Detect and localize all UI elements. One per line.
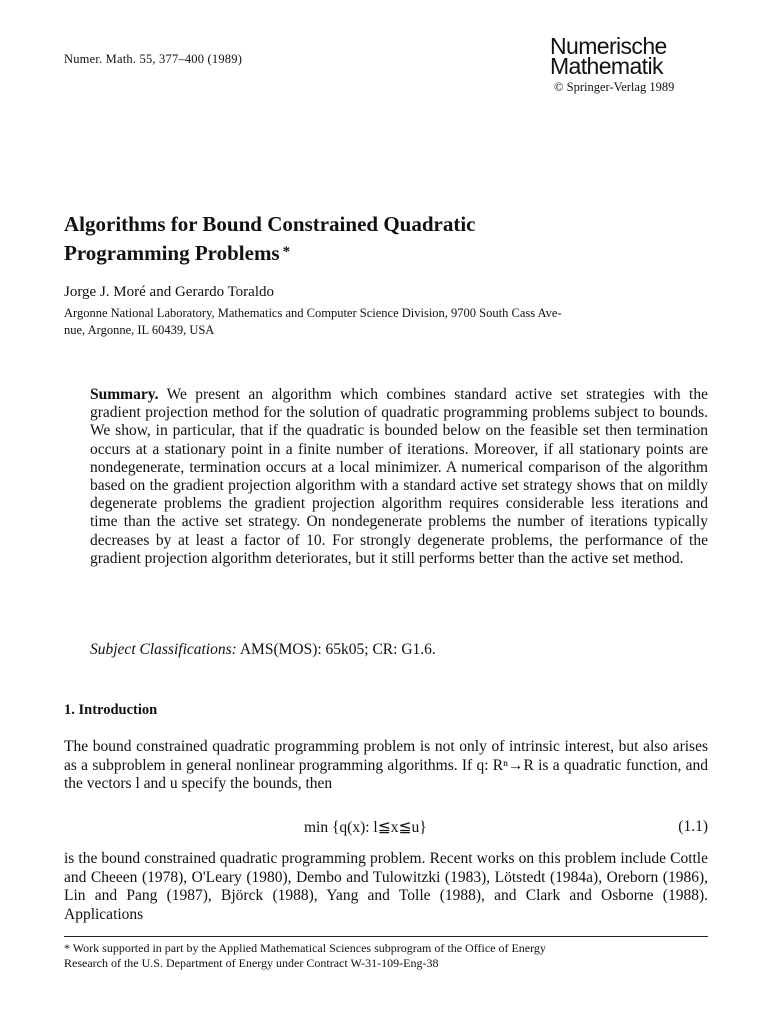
footnote-divider <box>64 936 708 937</box>
equation-number: (1.1) <box>678 818 708 835</box>
author-list: Jorge J. Moré and Gerardo Toraldo <box>64 284 275 300</box>
body-paragraph: is the bound constrained quadratic programming problem. Recent works on this problem include Cottle and Cheeen (1978), O'Leary (1980), Dembo and Tulowitzki (1983), Lötstedt (1984a), Oreborn (1986), Lin and Pang (1987), Björck (1988), Yang and Tolle (1988), and Clark and Osborne (1988). Applications <box>64 850 708 923</box>
publisher-copyright: © Springer-Verlag 1989 <box>554 80 675 94</box>
abstract <box>90 386 708 568</box>
subject-label: Subject Classifications: <box>90 641 237 658</box>
title-line2-text: Programming Problems <box>64 241 280 265</box>
abstract-text: We present an algorithm which combines standard active set strategies with the gradient projection method for the solution of quadratic programming problems subject to bounds. We show, in particular, that if the quadratic is bounded below on the feasible set then termination occurs at a stationary point in a finite number of iterations. Moreover, if all stationary points are nondegenerate, termination occurs at a local minimizer. A numerical comparison of the algorithm based on the gradient projection algorithm with a standard active set strategy shows that on mildly degenerate problems the gradient projection algorithm requires considerable less iterations and time than the active set strategy. On nondegenerate problems the number of iterations typically decreases by at least a factor of 10. For strongly degenerate problems, the performance of the gradient projection algorithm deteriorates, but it still performs better than the active set method. <box>90 386 708 567</box>
body-paragraph: The bound constrained quadratic programming problem is not only of intrinsic interest, but also arises as a subproblem in general nonlinear programming algorithms. If q: Rⁿ→R is a quadratic function, and the vectors l and u specify the bounds, then <box>64 738 708 792</box>
author-affiliation <box>64 305 714 339</box>
title-footnote-marker: * <box>282 244 291 260</box>
abstract-label: Summary. <box>90 386 159 403</box>
affiliation-line2: nue, Argonne, IL 60439, USA <box>64 323 215 337</box>
journal-masthead <box>550 33 710 95</box>
subject-classifications <box>90 641 436 659</box>
footnote-line1: * Work supported in part by the Applied Mathematical Sciences subprogram of the Office of Energy <box>64 941 546 955</box>
journal-citation: Numer. Math. 55, 377–400 (1989) <box>64 52 243 66</box>
title-line1: Algorithms for Bound Constrained Quadratic <box>64 212 476 236</box>
paper-title <box>64 210 684 267</box>
footnote-line2: Research of the U.S. Department of Energy under Contract W-31-109-Eng-38 <box>64 956 439 970</box>
section-heading: 1. Introduction <box>64 702 158 718</box>
journal-name-line2: Mathematik <box>550 53 663 79</box>
title-line2 <box>64 238 684 267</box>
subject-text: AMS(MOS): 65k05; CR: G1.6. <box>239 641 436 658</box>
equation: min {q(x): l≦x≦u} <box>304 819 427 836</box>
affiliation-line1: Argonne National Laboratory, Mathematics and Computer Science Division, 9700 South Cass Ave- <box>64 306 562 320</box>
journal-name-line1: Numerische <box>550 33 667 59</box>
footnote <box>64 941 714 971</box>
